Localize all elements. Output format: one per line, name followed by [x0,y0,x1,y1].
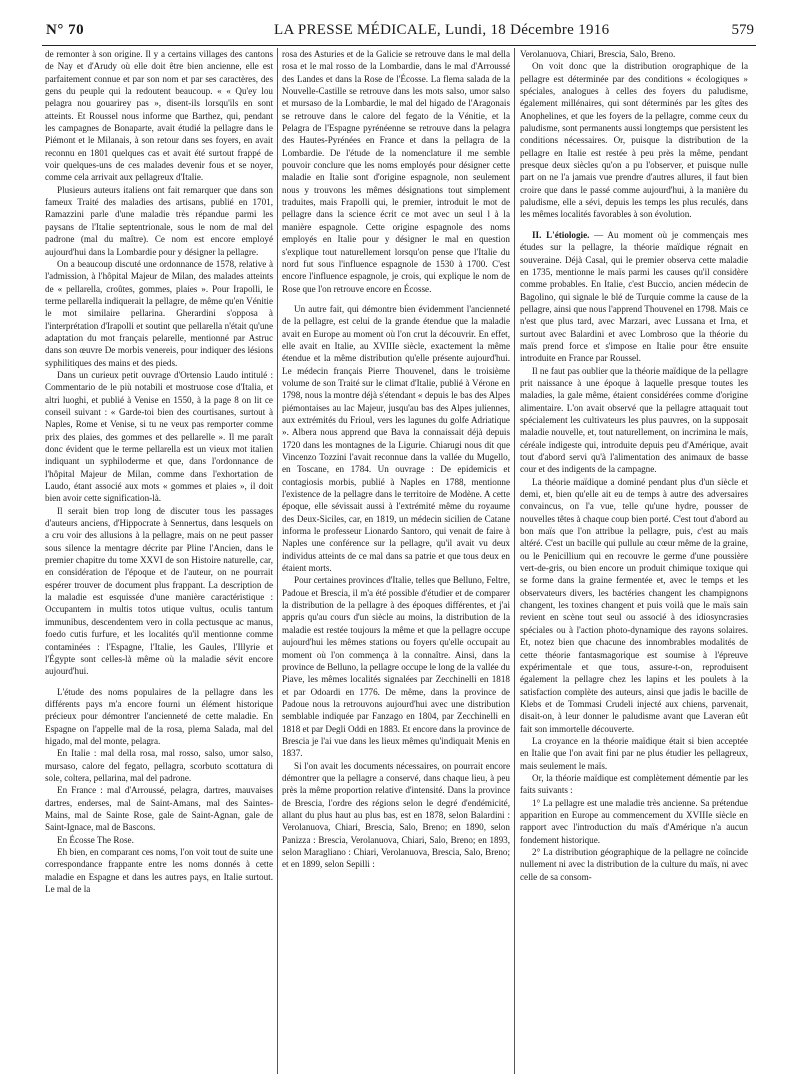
paragraph [45,258,273,369]
column-divider [514,48,515,1074]
paragraph [282,574,510,759]
paragraph [520,846,748,883]
paragraph-text: Plusieurs auteurs italiens ont fait remarquer que dans son fameux Traité des maladies des artisans, publié en 1701, Ramazzini parle d'une maladie très répandue parmi les paysans de l'Italie septentrionale, sous le nom de mal del padrone (mal du maître). Ce nom est encore employé aujourd'hui dans la Lombardie pour y désigner la pellagre. [45,184,273,257]
paragraph-text: rosa des Asturies et de la Galicie se retrouve dans le mal della rosa et le mal rosso de la Lombardie, dans le mal d'Arroussé des Landes et dans la Rose de l'Écosse. La flema salada de la Nouvelle-Castille se retrouve dans les mots salso, umor salso et mursaso de la Lombardie, le mal del higado de l'Aragonais se retrouve dans le calore del fegato de la Vénitie, et la Pelagra de l'Espagne pyrénéenne se retrouve dans la pelagra des Hautes-Pyrénées en France et dans la pellagra de la Lombardie. De l'étude de la nomenclature il me semble pouvoir conclure que les noms employés pour désigner cette maladie en Italie sont d'origine espagnole, non seulement nous y trouvons les mêmes désignations tout simplement traduites, mais Frapolli qui, le premier, introduit le mot de pellagre dans la science écrit ce mot avec un seul l à la manière espagnole. Cette origine espagnole des noms employés en Italie pour y désigner le mal en question s'explique tout naturellement lorsqu'on pense que l'Italie du nord fut sous l'influence espagnole de 1530 à 1700. C'est encore l'influence espagnole, je crois, qui explique le nom de Rose que l'on retrouve encore en Écosse. [282,49,510,294]
paragraph-text: Pour certaines provinces d'Italie, telles que Belluno, Feltre, Padoue et Brescia, il m'a été possible d'étudier et de comparer la distribution de la pellagre à des époques différentes, et j'ai appris qu'au cours d'un siècle au moins, la distribution de la maladie est restée toujours la même et que la pellagre occupe aujourd'hui les mêmes stations ou foyers qu'elle occupait au moment où l'on commença à la connaître. Ainsi, dans la province de Belluno, la pellagre occupe le long de la vallée du Piave, les mêmes localités signalées par Zecchinelli en 1818 et par Odoardi en 1776. De même, dans la province de Padoue nous la retrouvons aujourd'hui avec une distribution semblable indiquée par Fanzago en 1804, par Zecchinelli en 1818 et par Degli Oddi en 1883. Et encore dans la province de Brescia je l'ai vue dans les lieux mêmes qu'indiquait Menis en 1837. [282,575,510,759]
paragraph [520,229,748,365]
paragraph-text: On a beaucoup discuté une ordonnance de 1578, relative à l'admission, à l'hôpital Majeur de Milan, des malades atteints de « pellarella, croûtes, gommes, plaies ». Pour Irapolli, le terme pellarella indiquerait la pellagre, de même qu'en Vénitie le mot similaire pellarina. Gherardini s'opposa à l'interprétation d'Irapolli et soutint que pellarella n'était qu'une adaptation du mot français pelarelle, mentionné par Astruc dans son œuvre De morbis venereis, pour indiquer des lésions syphilitiques des mains et des pieds. [45,258,273,368]
paragraph-text: Un autre fait, qui démontre bien évidemment l'ancienneté de la pellagre, est celui de la grande étendue que la maladie avait en Europe au moment où l'on crut la découvrir. En effet, elle avait en Italie, au XVIIIe siècle, exactement la même étendue et la même distribution qu'elle présente aujourd'hui. Le médecin français Pierre Thouvenel, dans le troisième volume de son Traité sur le climat d'Italie, publié à Vérone en 1798, nous la montre déjà s'étendant « depuis le bas des Alpes piémontaises au lac Majeur, jusqu'au bas des Alpes juliennes, aux extrémités du Frioul, vers les lagunes du golfe Adriatique ». Albera nous apprend que Bava la connaissait déjà depuis 1720 dans les montagnes de la Ligurie. Chiarugi nous dit que Vincenzo Tozzini l'avait reconnue dans la vallée du Mugello, en Toscane, en 1784. Un ouvrage : De epidemicis et contagiosis morbis, publié à Naples en 1788, mentionne l'existence de la pellagre dans le territoire de Modène. A cette époque, elle sévissait aussi à l'extrémité même du royaume des Deux-Siciles, car, en 1819, un médecin sicilien de Catane informa le professeur Lionardo Santoro, qui venait de faire à Naples une conférence sur la pellagre, qu'il avait vu deux individus atteints de ce mal dans sa patrie et que tous deux en étaient morts. [282,303,510,574]
column-divider [277,48,278,1074]
text-column-1 [45,48,273,1078]
paragraph-text: Eh bien, en comparant ces noms, l'on voit tout de suite une correspondance frappante entre les noms donnés à cette maladie en Espagne et dans les autres pays, en Italie surtout. Le mal de la [45,847,273,895]
journal-title: LA PRESSE MÉDICALE, Lundi, 18 Décembre 1916 [274,22,610,38]
paragraph [520,797,748,846]
paragraph-text: de remonter à son origine. Il y a certains villages des cantons de Nay et d'Arudy où elle doit être bien ancienne, elle est parfaitement connue et par son nom et par ses caractères, des gens du peuple qui la redoutent beaucoup. « « Qu'ey lou pelagra nou gouarirey pas », disent-ils lorsqu'ils en sont atteints. Et Roussel nous informe que Barthez, qui, pendant les campagnes de Bonaparte, avait étudié la pellagre dans le Piémont et le Milanais, à son retour dans ses foyers, en avait reconnu en 1801 quelques cas et avait été surtout frappé de voir quelques-uns de ces malades devenir fous et se noyer, comme cela arrivait aux pellagreux d'Italie. [45,49,273,183]
paragraph-text: 1° La pellagre est une maladie très ancienne. Sa prétendue apparition en Europe au commencement du XVIIIe siècle en rapport avec l'introduction du maïs d'Amérique n'a aucun fondement historique. [520,797,748,845]
paragraph [520,476,748,735]
paragraph [520,772,748,797]
paragraph-text: L'étude des noms populaires de la pellagre dans les différents pays m'a encore fourni un élément historique précieux pour démontrer l'ancienneté de cette maladie. En Espagne on l'appelle mal de la rosa, plema Salada, mal del higado, mal del monte, pelagra. [45,686,273,746]
paragraph-text: Dans un curieux petit ouvrage d'Ortensio Laudo intitulé : Commentario de le più notabili et mostruose cose d'Italia, et altri luoghi, et publié à Venise en 1550, à la page 8 on lit ce conseil suivant : « Garde-toi bien des courtisanes, surtout à Naples, Rome et Venise, si tu ne veux pas remporter comme prix des plaies, des gommes et des pellarelle ». Il me paraît donc évident que le terme pellarella est un vieux mot italien indiquant un syphiloderme et que, dans l'ordonnance de l'hôpital Majeur de Milan, comme dans l'exhortation de Laudo, étant associé aux mots « gommes et plaies », il doit bien avoir cette signification-là. [45,369,273,504]
paragraph [520,48,748,60]
paragraph-text: On voit donc que la distribution orographique de la pellagre est déterminée par des conditions « écologiques » spéciales, analogues à celles des foyers du paludisme, également millénaires, qui sont déterminés par les gîtes des Anophelines, et que les foyers de la pellagre, comme ceux du paludisme, sont permanents aussi longtemps que persistent les conditions nécessaires. Or, puisque la distribution de la pellagre en Italie est restée à peu près la même, pendant presque deux siècles qu'on a pu l'observer, et puisque nulle part on ne l'a jamais vue prendre d'autres allures, il faut bien croire que dans le passé comme aujourd'hui, à la manière du paludisme, elle a sévi, depuis les temps les plus reculés, dans les mêmes localités favorables à son évolution. [520,61,748,220]
paragraph [45,846,273,895]
paragraph-text: En Écosse The Rose. [57,834,134,845]
paragraph-spacer [520,221,748,229]
paragraph [45,184,273,258]
paragraph [45,505,273,678]
paragraph-text: 2° La distribution géographique de la pellagre ne coïncide nullement ni avec la distribution de la culture du maïs, ni avec celle de sa consom- [520,847,748,882]
paragraph [45,834,273,846]
paragraph [282,48,510,295]
paragraph-text: Verolanuova, Chiari, Brescia, Salo, Breno. [520,49,676,59]
paragraph [45,369,273,505]
paragraph-text: La croyance en la théorie maïdique était si bien acceptée en Italie que l'on avait fini par ne plus étudier les pellagreux, mais seulement le maïs. [520,735,748,771]
paragraph-text: Or, la théorie maïdique est complètement démentie par les faits suivants : [520,772,748,796]
paragraph [45,48,273,184]
paragraph-spacer [282,295,510,303]
paragraph [45,784,273,833]
paragraph-text: Il serait bien trop long de discuter tous les passages d'auteurs anciens, d'Hippocrate à Sennertus, dans lesquels on a cru voir des allusions à la pellagre, mais on ne peut passer sous silence la mentagre décrite par Pline l'Ancien, dans le premier chapitre du tome XXVI de son Histoire naturelle, car, en considération de l'époque et de l'auteur, on ne pourrait espérer trouver de document plus frappant. La description de la maladie est esquissée d'une manière caractéristique : Occupantem in multis totos utique vultus, oculis tantum immunibus, descendentem vero in colla pectusque ac manus, foedo cutis furfure, et les localités qu'il mentionne comme contaminées : l'Espagne, l'Italie, les Gaules, l'Illyrie et l'Égypte sont celles-là même où la maladie sévit encore aujourd'hui. [45,505,273,677]
issue-number: N° 70 [46,22,85,38]
text-column-3 [520,48,748,1078]
paragraph-text: Si l'on avait les documents nécessaires, on pourrait encore démontrer que la pellagre a conservé, dans chaque lieu, à peu près la même proportion relative d'intensité. Dans la province de Brescia, l'ordre des régions selon le degré d'endémicité, allant du plus haut au plus bas, est en 1878, selon Balardini : Verolanuova, Chiari, Brescia, Salo, Breno; en 1890, selon Panizza : Brescia, Verolanuova, Chiari, Salo, Breno; en 1893, selon Maragliano : Chiari, Verolanuova, Brescia, Salo, Breno; et en 1899, selon Sepilli : [282,760,510,870]
paragraph-text: En Italie : mal della rosa, mal rosso, salso, umor salso, mursaso, calore del fegato, pellagra, scorbuto scottatura di sole, coltera, pellarina, mal del padrone. [45,748,273,783]
paragraph [45,747,273,784]
paragraph [282,303,510,575]
paragraph [45,686,273,748]
paragraph-spacer [45,678,273,686]
page-header [42,22,754,42]
page-number: 579 [731,22,754,38]
paragraph-text: La théorie maïdique a dominé pendant plus d'un siècle et demi, et, bien qu'elle ait eu de temps à autre des adversaires convaincus, on l'a vue, telle qu'une hydre, pousser de nouvelles têtes à chaque coup bien porté. C'est tout d'abord au bon maïs que l'on attribue la pellagre, puis, c'est au maïs altéré. C'est un bacille qui pullule au cœur même de la graine, ou le Penicillium qui en recouvre le germe d'une poussière vert-de-gris, ou bien encore un produit chimique toxique qui se forme dans la graine fermentée et, avec le temps et les observateurs divers, les bactéries changent les champignons changent, les toxines changent et puis voilà que le maïs sain revient en scène tout seul ou associé à des idiosyncrasies spéciales ou à l'action photo-dynamique des rayons solaires. Et, notez bien que chacune des innombrables modalités de cette théorie fantasmagorique est soumise à l'épreuve expérimentale et que tous, assure-t-on, reproduisent également la pellagre chez les lapins et les poulets à la satisfaction complète des auteurs, ainsi que jadis le bacille de Klebs et de Tommasi Crudeli injecté aux chiens, parvenait, disait-on, à leur donner le paludisme avant que Laveran eût fait son immortelle découverte. [520,476,748,734]
section-title: II. L'étiologie. [532,229,590,240]
paragraph [282,760,510,871]
header-rule [42,45,756,46]
paragraph [520,60,748,220]
paragraph [520,735,748,772]
paragraph [520,365,748,476]
paragraph-text: En France : mal d'Arroussé, pelagra, dartres, mauvaises dartres, enderses, mal de Saint-Amans, mal des Saintes-Mains, mal de Sainte Rose, gale de Saint-Agnan, gale de Saint-Ignace, mal de Bascons. [45,785,273,833]
paragraph-text: — Au moment où je commençais mes études sur la pellagre, la théorie maïdique régnait en souveraine. Déjà Casal, qui le premier observa cette maladie en 1735, mentionne le maïs parmi les causes qu'il considère comme probables. En Italie, c'est Buccio, ancien médecin de Bagolino, qui signale le blé de Turquie comme la cause de la pellagre, ainsi que nous l'apprend Thouvenel en 1798. Mais ce n'est que plus tard, avec Marzari, avec Lussana et Irna, et surtout avec Balardini et avec Lombroso que la théorie du maïs prend force et s'impose en Italie pour être ensuite introduite en France par Roussel. [520,229,748,364]
text-column-2 [282,48,510,1078]
paragraph-text: Il ne faut pas oublier que la théorie maïdique de la pellagre prit naissance à une époque à laquelle presque toutes les maladies, la gale même, étaient considérées comme d'origine alimentaire. L'on avait observé que la pellagre attaquait tout spécialement les cultivateurs les plus pauvres, on la supposait maladie nouvelle, et, tout naturellement, on incrimina le maïs, céréale indigeste qui, introduite depuis peu d'Amérique, avait tout d'abord servi qu'à l'alimentation des animaux de basse cour et des indigents de la campagne. [520,365,748,475]
